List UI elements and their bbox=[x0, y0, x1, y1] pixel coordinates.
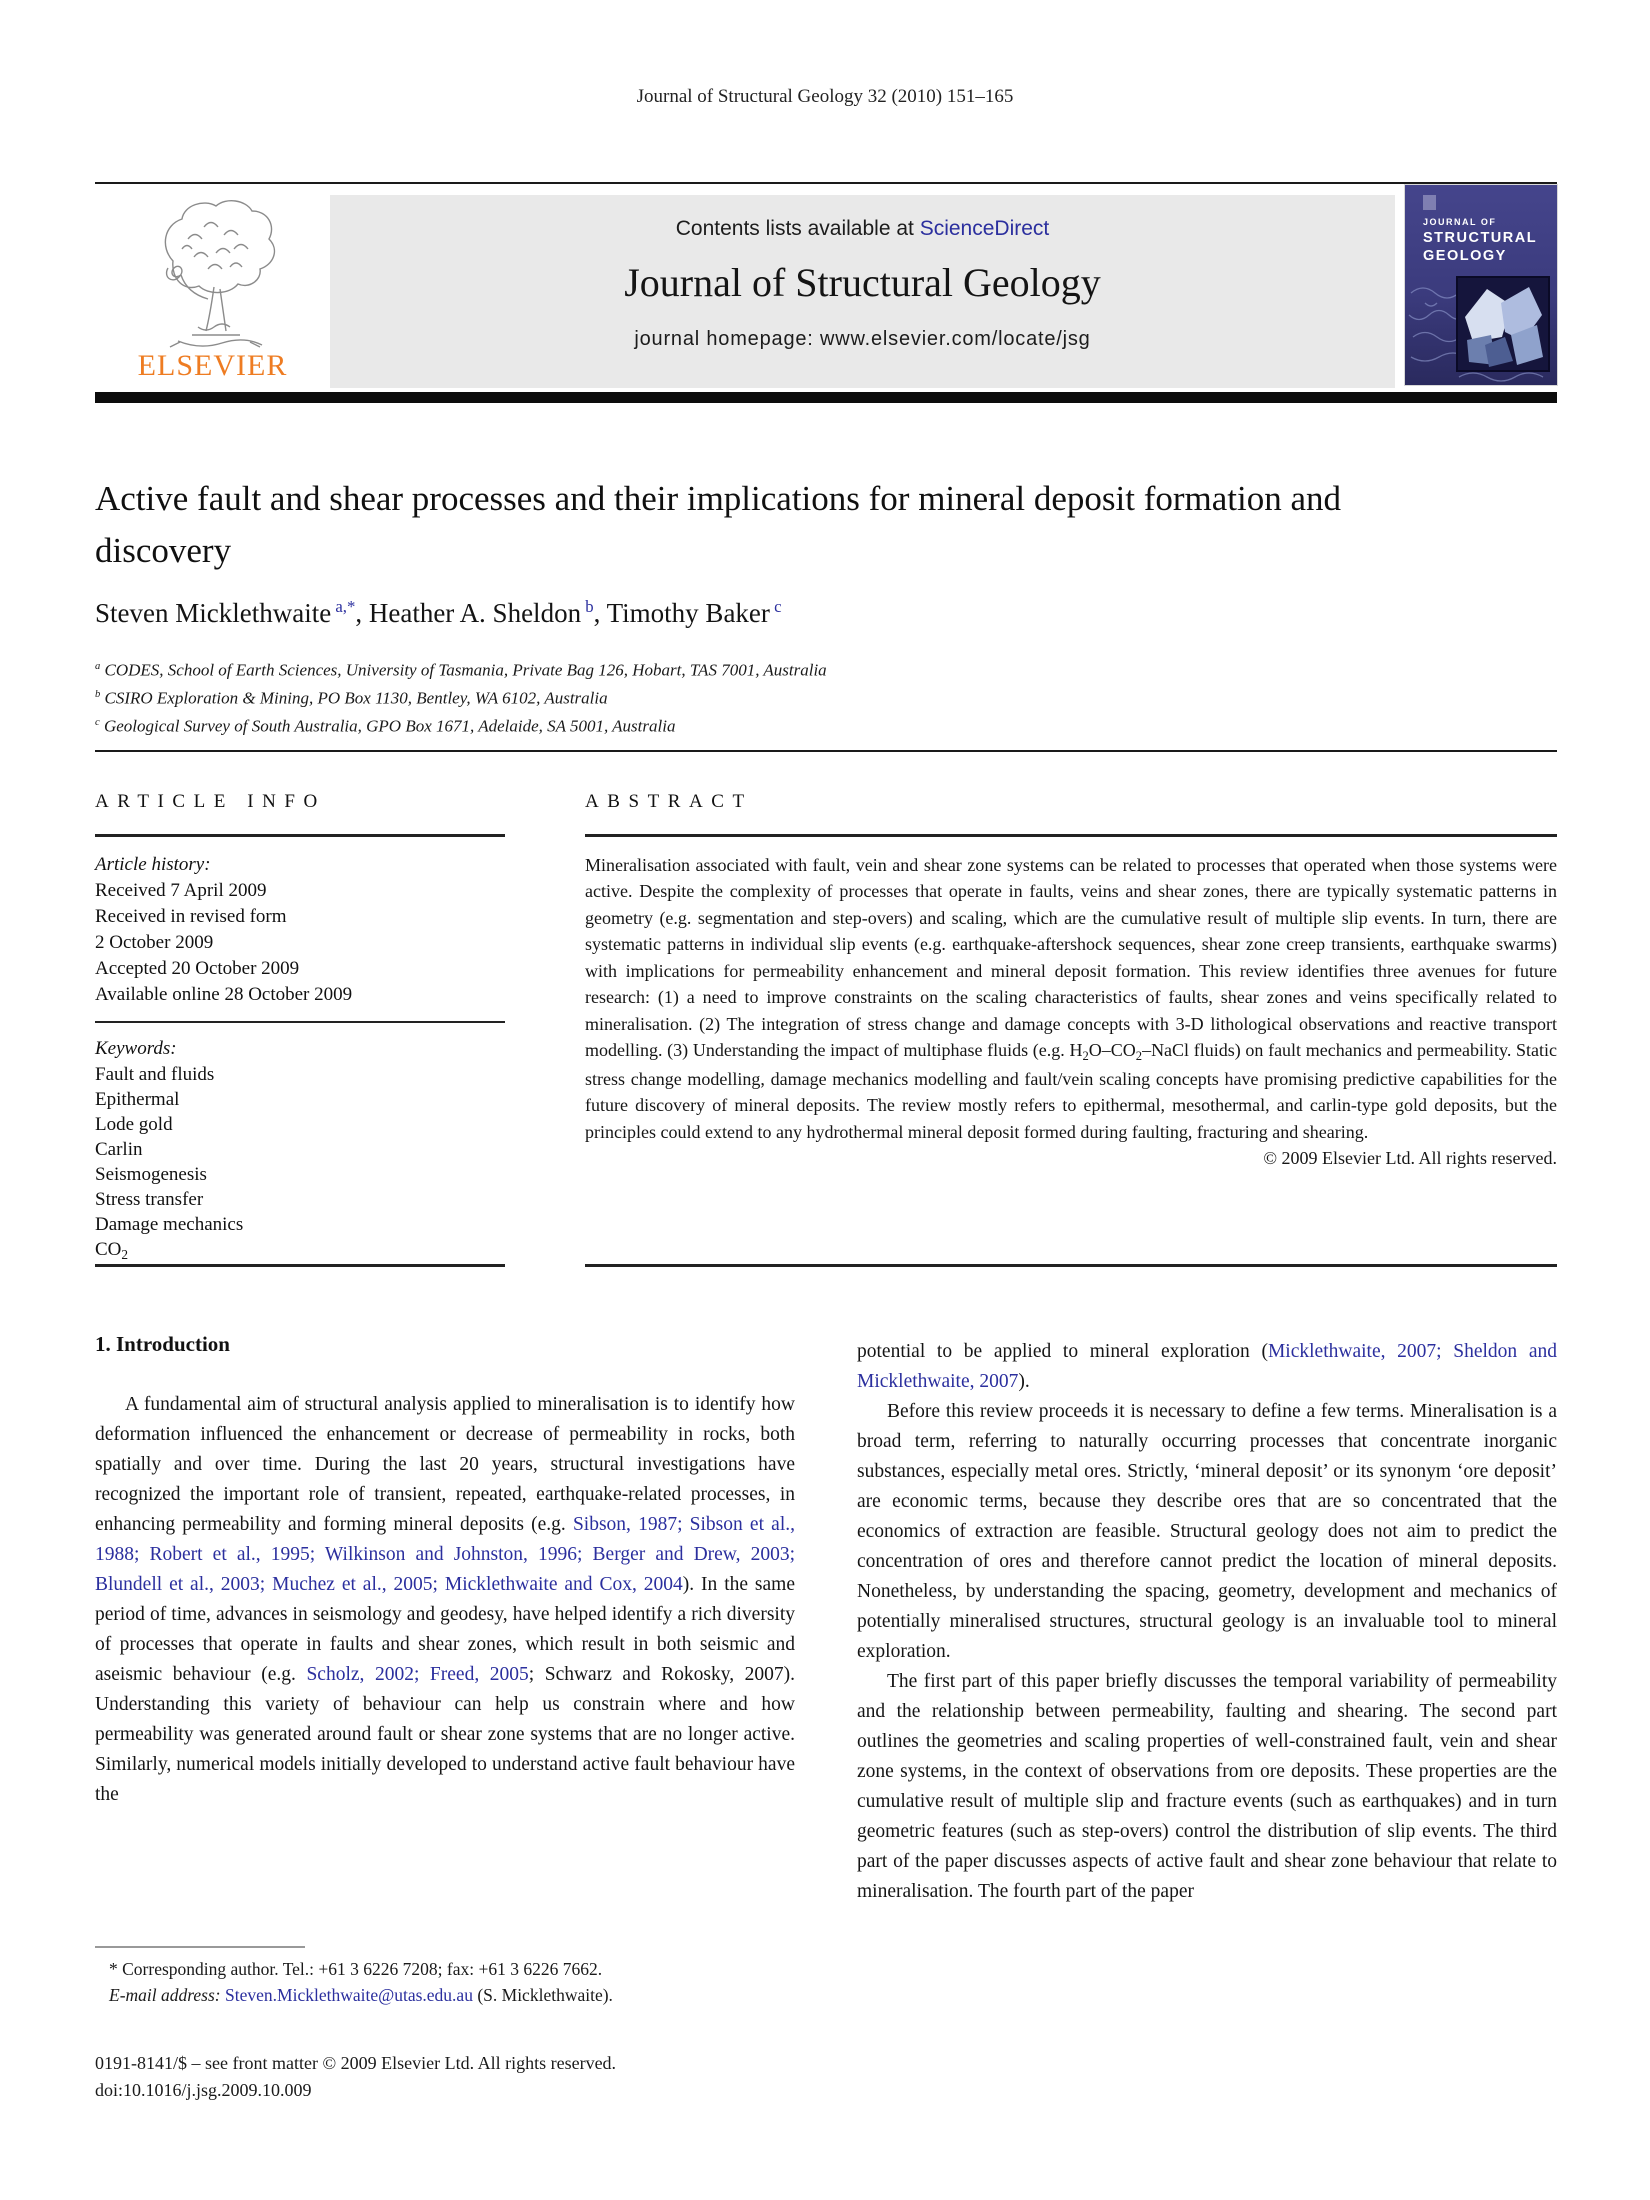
intro-paragraph-2: Before this review proceeds it is necessary to define a few terms. Mineralisation is a broad term, referring to naturally occurring processes that concentrate inorganic substances, especially metal ores. Strictly, ‘mineral deposit’ or its synonym ‘ore deposit’ are economic terms, because they describe ores that are so concentrated that the economics of extraction are feasible. Structural geology does not aim to predict the concentration of ores and therefore cannot predict the location of mineral deposits. Nonetheless, by understanding the spacing, geometry, development and mechanics of potentially mineralised structures, structural geology is an invaluable tool to mineral exploration. bbox=[857, 1401, 1557, 1662]
text-segment: c bbox=[95, 717, 100, 729]
text-segment: 2 bbox=[1082, 1048, 1089, 1063]
copyright-footer bbox=[95, 2050, 616, 2104]
journal-cover-thumbnail[interactable] bbox=[1405, 185, 1557, 385]
article-info-rule bbox=[95, 834, 505, 837]
abstract-bottom-rule bbox=[585, 1264, 1557, 1267]
text-segment: CO bbox=[95, 1239, 122, 1260]
section-heading-introduction: 1. Introduction bbox=[95, 1332, 230, 1356]
text-segment: 2 bbox=[121, 1246, 129, 1262]
history-line: Received 7 April 2009 bbox=[95, 879, 267, 901]
text-segment: b bbox=[95, 689, 101, 701]
text-segment: E-mail address: bbox=[109, 1984, 221, 2005]
sciencedirect-link[interactable]: ScienceDirect bbox=[919, 217, 1050, 240]
citation-link[interactable]: Scholz, 2002; Freed, 2005 bbox=[306, 1664, 529, 1685]
citation-link[interactable]: Micklethwaite, 2007; Sheldon and Micklethwaite, 2007 bbox=[857, 1341, 1557, 1392]
elsevier-tree-icon bbox=[138, 195, 288, 353]
intro-paragraph-3: The first part of this paper briefly discusses the temporal variability of permeability and the relationship between permeability, faulting and shearing. The second part outlines the geometries and scaling properties of well-constrained fault, vein and shear zone systems, in the context of observations from ore deposits. These properties are the cumulative result of multiple slip and fracture events (such as earthquakes) and in turn geometric features (such as step-overs) control the distribution of slip events. The third part of the paper discusses aspects of active fault and shear zone behaviour that relate to mineralisation. The fourth part of the paper bbox=[857, 1671, 1557, 1902]
text-segment: ). In the same period of time, advances in seismology and geodesy, have helped identify a rich diversity of processes that operate in faults and shear zones, which result in both seismic and aseismic behaviour (e.g. bbox=[95, 1574, 795, 1685]
article-info-heading: ARTICLE INFO bbox=[95, 791, 326, 812]
authors-line bbox=[95, 597, 782, 629]
article-history-label: Article history: bbox=[95, 853, 211, 875]
abstract-copyright: © 2009 Elsevier Ltd. All rights reserved. bbox=[1263, 1148, 1557, 1168]
inline-link[interactable]: a,* bbox=[331, 597, 356, 616]
journal-reference-line: Journal of Structural Geology 32 (2010) 151–165 bbox=[636, 86, 1014, 107]
article-title: Active fault and shear processes and their implications for mineral deposit formation and discovery bbox=[95, 479, 1342, 570]
journal-header bbox=[95, 195, 1557, 388]
abstract-column bbox=[585, 790, 1557, 1169]
affiliation-c bbox=[95, 711, 827, 739]
cover-title-line1: JOURNAL OF bbox=[1423, 217, 1497, 227]
history-line: Accepted 20 October 2009 bbox=[95, 957, 300, 979]
text-segment: (S. Micklethwaite). bbox=[472, 1984, 613, 2005]
text-segment: ). bbox=[1018, 1371, 1030, 1392]
header-center-panel bbox=[330, 195, 1395, 388]
keyword: Carlin bbox=[95, 1139, 143, 1160]
text-segment: A fundamental aim of structural analysis applied to mineralisation is to identify how deformation influenced the enhancement or decrease of permeability in rocks, both spatially and over time. During the last 20 years, structural investigations have recognized the important role of transient, repeated, earthquake-related processes, in enhancing permeability and forming mineral deposits (e.g. bbox=[95, 1394, 795, 1535]
keyword: Lode gold bbox=[95, 1114, 173, 1135]
contents-available-line bbox=[330, 217, 1395, 241]
journal-homepage-link[interactable] bbox=[330, 328, 1395, 351]
keywords-label: Keywords: bbox=[95, 1038, 177, 1059]
text-segment: O–CO bbox=[1088, 1040, 1136, 1060]
keywords-rule bbox=[95, 1021, 505, 1024]
abstract-body bbox=[585, 852, 1557, 1146]
abstract-heading: ABSTRACT bbox=[585, 791, 753, 812]
citation-link[interactable]: Sibson, 1987; Sibson et al., 1988; Robert et al., 1995; Wilkinson and Johnston, 1996; Berger and Drew, 2003; Blundell et al., 2003; Muchez et al., 2005; Micklethwaite and Cox, 2004 bbox=[95, 1514, 795, 1595]
text-segment: CODES, School of Earth Sciences, University of Tasmania, Private Bag 126, Hobart, TAS 7001, Australia bbox=[100, 660, 827, 680]
issn-line: 0191-8141/$ – see front matter © 2009 Elsevier Ltd. All rights reserved. bbox=[95, 2053, 617, 2073]
footnote-divider bbox=[95, 1946, 305, 1948]
journal-title: Journal of Structural Geology bbox=[624, 260, 1101, 305]
affiliation-b bbox=[95, 683, 827, 711]
inline-link[interactable]: b bbox=[581, 597, 594, 616]
text-segment: Geological Survey of South Australia, GPO Box 1671, Adelaide, SA 5001, Australia bbox=[99, 716, 676, 736]
inline-link[interactable]: c bbox=[769, 597, 782, 616]
article-info-column bbox=[95, 790, 505, 1263]
body-right-column bbox=[857, 1337, 1557, 1907]
keyword: Damage mechanics bbox=[95, 1214, 244, 1235]
top-divider bbox=[95, 182, 1557, 184]
cover-title bbox=[1423, 217, 1537, 264]
header-bottom-bar bbox=[95, 392, 1557, 403]
corresponding-author-footnote bbox=[95, 1946, 795, 2008]
text-segment: , Timothy Baker bbox=[593, 598, 770, 628]
elsevier-wordmark: ELSEVIER bbox=[137, 349, 288, 382]
keyword: Epithermal bbox=[95, 1089, 180, 1110]
intro-paragraph-1 bbox=[95, 1390, 795, 1810]
journal-cover-image bbox=[1405, 185, 1557, 385]
text-segment: 2 bbox=[1135, 1048, 1143, 1063]
keyword bbox=[95, 1237, 505, 1263]
text-segment: Mineralisation associated with fault, vein and shear zone systems can be related to processes that operated when those systems were active. Despite the complexity of processes that operate in faults, veins and shear zones, there are typically systematic patterns in geometry (e.g. segmentation and step-overs) and scaling, which are the cumulative result of multiple slip events. In turn, there are systematic patterns in individual slip events (e.g. earthquake-aftershock sequences, shear zone creep transients, earthquake swarms) with implications for permeability enhancement and mineral deposit formation. This review identifies three avenues for future research: (1) a need to improve constraints on the scaling characteristics of faults, shear zones and veins specifically related to mineralisation. (2) The integration of stress change and damage concepts with 3-D lithological observations and reactive transport modelling. (3) Understanding the impact of multiphase fluids (e.g. H bbox=[585, 854, 1557, 1060]
email-link[interactable]: Steven.Micklethwaite@utas.edu.au bbox=[225, 1984, 473, 2005]
keyword: Stress transfer bbox=[95, 1189, 204, 1210]
history-line: Available online 28 October 2009 bbox=[95, 983, 353, 1005]
article-info-bottom-rule bbox=[95, 1264, 505, 1267]
text-segment: –NaCl fluids) on fault mechanics and permeability. Static stress change modelling, damage mechanics modelling and fault/vein scaling concepts have promising predictive capabilities for the future discovery of mineral deposits. The review mostly refers to epithermal, mesothermal, and carlin-type gold deposits, but the principles could extend to any hydrothermal mineral deposit formed during faulting, fracturing and shearing. bbox=[585, 1040, 1557, 1142]
footnote-contact-line: * Corresponding author. Tel.: +61 3 6226 7208; fax: +61 3 6226 7662. bbox=[109, 1958, 603, 1979]
text-segment: Steven Micklethwaite bbox=[95, 598, 332, 628]
affiliations bbox=[95, 655, 827, 739]
history-line: 2 October 2009 bbox=[95, 931, 214, 953]
history-line: Received in revised form bbox=[95, 905, 287, 927]
elsevier-logo[interactable] bbox=[95, 195, 330, 388]
cover-title-line3: GEOLOGY bbox=[1423, 248, 1507, 264]
text-segment: a bbox=[95, 661, 101, 672]
footnote-email-line bbox=[95, 1982, 795, 2008]
text-segment: , Heather A. Sheldon bbox=[355, 598, 582, 628]
intro-paragraph-1-continued bbox=[857, 1337, 1557, 1397]
text-segment: Contents lists available at bbox=[675, 217, 920, 240]
abstract-rule bbox=[585, 834, 1557, 837]
keyword: Fault and fluids bbox=[95, 1064, 215, 1085]
keyword: Seismogenesis bbox=[95, 1164, 207, 1185]
text-segment: journal homepage: bbox=[634, 328, 821, 350]
text-segment: CSIRO Exploration & Mining, PO Box 1130, Bentley, WA 6102, Australia bbox=[100, 688, 608, 708]
cover-title-line2: STRUCTURAL bbox=[1423, 230, 1538, 246]
doi-line: doi:10.1016/j.jsg.2009.10.009 bbox=[95, 2080, 312, 2100]
body-left-column bbox=[95, 1390, 795, 1810]
text-segment: potential to be applied to mineral exploration ( bbox=[857, 1341, 1268, 1362]
affiliation-a bbox=[95, 655, 827, 683]
text-segment: ; Schwarz and Rokosky, 2007). Understanding this variety of behaviour can help us constrain where and how permeability was generated around fault or shear zone systems that are no longer active. Similarly, numerical models initially developed to understand active fault behaviour have the bbox=[95, 1664, 796, 1805]
text-segment: www.elsevier.com/locate/jsg bbox=[820, 328, 1091, 350]
columns-top-divider bbox=[95, 750, 1557, 752]
